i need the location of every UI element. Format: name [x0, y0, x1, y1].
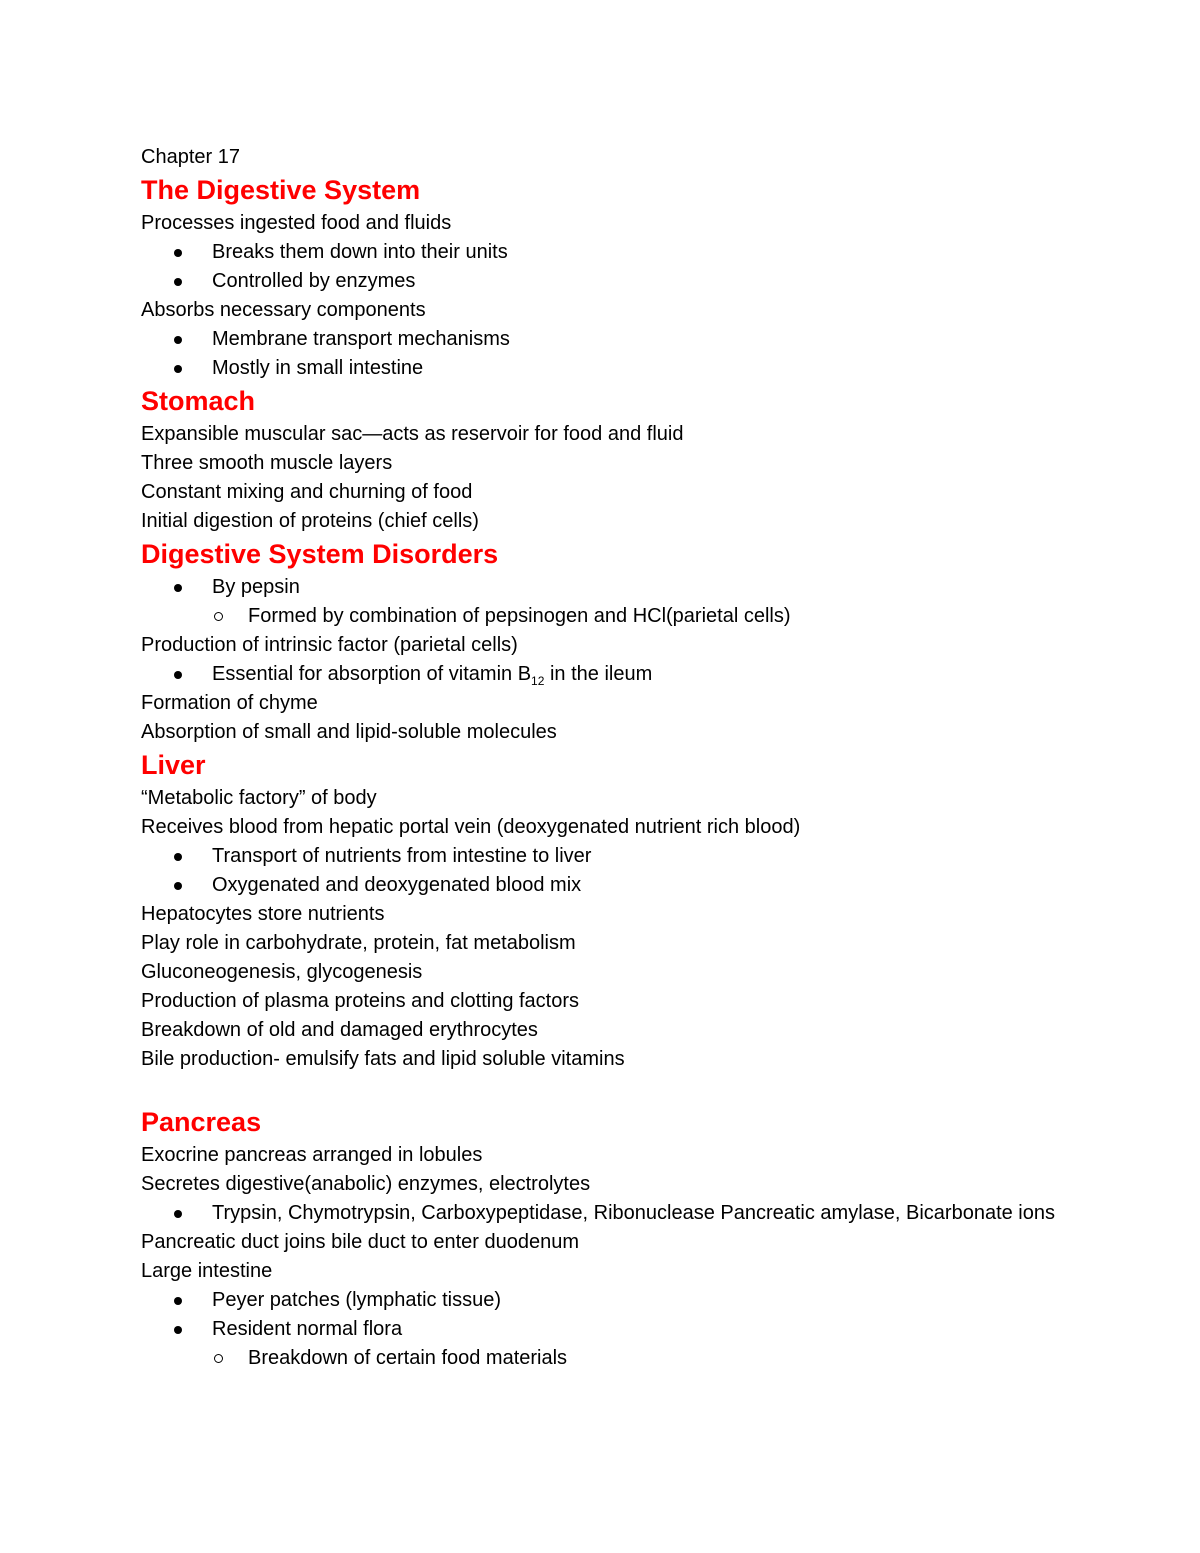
heading-liver: Liver — [141, 750, 206, 780]
bullet-item: Mostly in small intestine — [141, 354, 1080, 383]
sub-bullet-item: Formed by combination of pepsinogen and HCl(parietal cells) — [141, 602, 1080, 631]
blank-line — [141, 1074, 1080, 1104]
text-line: Large intestine — [141, 1260, 273, 1282]
chapter-label: Chapter 17 — [141, 146, 240, 168]
bullet-icon — [174, 584, 182, 592]
bullet-icon — [174, 1297, 182, 1305]
text-line: Production of intrinsic factor (parietal cells) — [141, 634, 518, 656]
hollow-circle-bullet-icon — [214, 612, 223, 621]
bullet-icon — [174, 336, 182, 344]
bullet-item: Transport of nutrients from intestine to liver — [141, 842, 1080, 871]
bullet-item: Essential for absorption of vitamin $B_{12}$ in the ileum — [141, 660, 1080, 689]
text-line: Initial digestion of proteins (chief cells) — [141, 510, 479, 532]
bullet-item: By pepsin — [141, 573, 1080, 602]
text-line: Breakdown of old and damaged erythrocytes — [141, 1019, 538, 1041]
text-line: Three smooth muscle layers — [141, 452, 393, 474]
bullet-icon — [174, 1326, 182, 1334]
bullet-icon — [174, 1210, 182, 1218]
text-line: Gluconeogenesis, glycogenesis — [141, 961, 423, 983]
bullet-icon — [174, 249, 182, 257]
text-line: Hepatocytes store nutrients — [141, 903, 385, 925]
bullet-icon — [174, 671, 182, 679]
text-line: Formation of chyme — [141, 692, 318, 714]
hollow-circle-bullet-icon — [214, 1354, 223, 1363]
bullet-item: Oxygenated and deoxygenated blood mix — [141, 871, 1080, 900]
heading-stomach: Stomach — [141, 386, 256, 416]
heading-digestive-system: The Digestive System — [141, 175, 421, 205]
bullet-item: Resident normal flora — [141, 1315, 1080, 1344]
text-line: Expansible muscular sac—acts as reservoir for food and fluid — [141, 423, 684, 445]
bullet-icon — [174, 365, 182, 373]
text-line: “Metabolic factory” of body — [141, 787, 377, 809]
bullet-icon — [174, 278, 182, 286]
sub-bullet-item: Breakdown of certain food materials — [141, 1344, 1080, 1373]
text-line: Bile production- emulsify fats and lipid soluble vitamins — [141, 1048, 625, 1070]
bullet-item: Controlled by enzymes — [141, 267, 1080, 296]
text-line: Absorption of small and lipid-soluble molecules — [141, 721, 557, 743]
bullet-icon — [174, 853, 182, 861]
text-line: Secretes digestive(anabolic) enzymes, electrolytes — [141, 1173, 591, 1195]
text-line: Absorbs necessary components — [141, 299, 426, 321]
text-line: Constant mixing and churning of food — [141, 481, 473, 503]
bullet-item: Peyer patches (lymphatic tissue) — [141, 1286, 1080, 1315]
bullet-icon — [174, 882, 182, 890]
bullet-item: Membrane transport mechanisms — [141, 325, 1080, 354]
heading-pancreas: Pancreas — [141, 1107, 262, 1137]
text-line: Processes ingested food and fluids — [141, 212, 452, 234]
bullet-item: Breaks them down into their units — [141, 238, 1080, 267]
text-line: Exocrine pancreas arranged in lobules — [141, 1144, 483, 1166]
text-line: Receives blood from hepatic portal vein (deoxygenated nutrient rich blood) — [141, 816, 801, 838]
heading-digestive-system-disorders: Digestive System Disorders — [141, 539, 499, 569]
text-line: Production of plasma proteins and clotting factors — [141, 990, 580, 1012]
text-line: Play role in carbohydrate, protein, fat metabolism — [141, 932, 576, 954]
bullet-item: Trypsin, Chymotrypsin, Carboxypeptidase, Ribonuclease Pancreatic amylase, Bicarbonate ions — [141, 1199, 1080, 1228]
text-line: Pancreatic duct joins bile duct to enter duodenum — [141, 1231, 580, 1253]
